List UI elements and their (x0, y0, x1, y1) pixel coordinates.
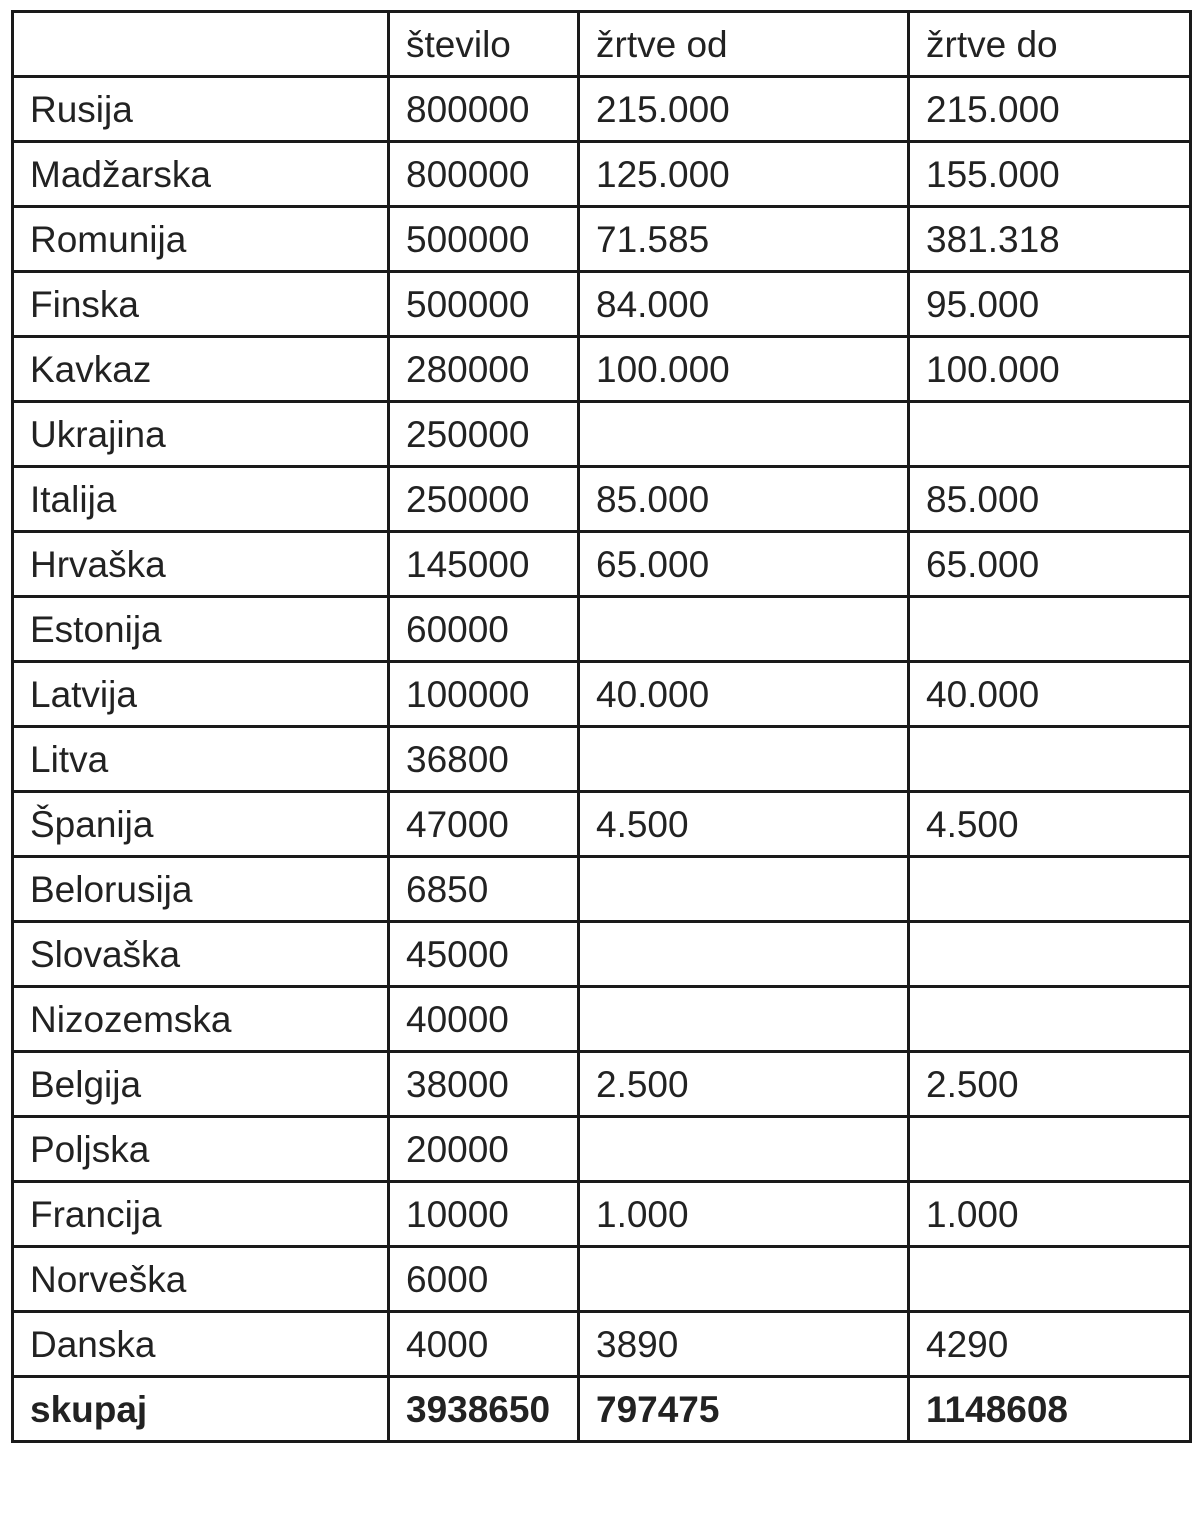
table-row (13, 467, 1191, 532)
count-cell: 38000 (389, 1052, 579, 1117)
table-row (13, 662, 1191, 727)
count-cell: 45000 (389, 922, 579, 987)
count-cell: 20000 (389, 1117, 579, 1182)
victims-from-cell (579, 987, 909, 1052)
victims-from-cell: 215.000 (579, 77, 909, 142)
country-cell: Danska (13, 1312, 389, 1377)
country-cell: Estonija (13, 597, 389, 662)
table-row (13, 1182, 1191, 1247)
count-cell: 36800 (389, 727, 579, 792)
victims-from-cell (579, 597, 909, 662)
victims-from-cell (579, 727, 909, 792)
country-cell: Belgija (13, 1052, 389, 1117)
table-row (13, 922, 1191, 987)
victims-to-cell: 4.500 (909, 792, 1191, 857)
country-cell: Slovaška (13, 922, 389, 987)
victims-from-cell: 1.000 (579, 1182, 909, 1247)
header-row (13, 12, 1191, 77)
count-cell: 60000 (389, 597, 579, 662)
country-cell: Finska (13, 272, 389, 337)
total-label-cell: skupaj (13, 1377, 389, 1442)
count-cell: 47000 (389, 792, 579, 857)
country-cell: Madžarska (13, 142, 389, 207)
victims-to-cell: 65.000 (909, 532, 1191, 597)
victims-to-cell (909, 987, 1191, 1052)
table-row (13, 597, 1191, 662)
victims-to-cell (909, 727, 1191, 792)
country-cell: Ukrajina (13, 402, 389, 467)
victims-to-cell: 40.000 (909, 662, 1191, 727)
table-row (13, 337, 1191, 402)
victims-from-cell (579, 857, 909, 922)
table-row (13, 207, 1191, 272)
victims-from-cell: 65.000 (579, 532, 909, 597)
count-cell: 500000 (389, 207, 579, 272)
table-row (13, 1247, 1191, 1312)
count-cell: 10000 (389, 1182, 579, 1247)
victims-to-cell (909, 597, 1191, 662)
country-cell: Poljska (13, 1117, 389, 1182)
country-cell: Litva (13, 727, 389, 792)
country-cell: Rusija (13, 77, 389, 142)
count-cell: 145000 (389, 532, 579, 597)
total-victims-from-cell: 797475 (579, 1377, 909, 1442)
country-cell: Francija (13, 1182, 389, 1247)
victims-from-cell (579, 1247, 909, 1312)
count-cell: 800000 (389, 77, 579, 142)
country-cell: Norveška (13, 1247, 389, 1312)
table-row (13, 272, 1191, 337)
victims-to-cell: 85.000 (909, 467, 1191, 532)
victims-to-cell (909, 1117, 1191, 1182)
country-cell: Belorusija (13, 857, 389, 922)
count-cell: 6850 (389, 857, 579, 922)
table-row (13, 792, 1191, 857)
victims-to-cell: 381.318 (909, 207, 1191, 272)
country-cell: Kavkaz (13, 337, 389, 402)
victims-to-cell (909, 857, 1191, 922)
victims-from-cell: 125.000 (579, 142, 909, 207)
table-row (13, 142, 1191, 207)
table-row (13, 857, 1191, 922)
count-cell: 4000 (389, 1312, 579, 1377)
header-cell-zrtve-do: žrtve do (909, 12, 1191, 77)
victims-to-cell (909, 402, 1191, 467)
count-cell: 100000 (389, 662, 579, 727)
table-row (13, 1312, 1191, 1377)
victims-to-cell: 2.500 (909, 1052, 1191, 1117)
victims-from-cell: 2.500 (579, 1052, 909, 1117)
victims-from-cell: 71.585 (579, 207, 909, 272)
table-row (13, 532, 1191, 597)
victims-to-cell: 155.000 (909, 142, 1191, 207)
header-cell-zrtve-od: žrtve od (579, 12, 909, 77)
victims-to-cell (909, 1247, 1191, 1312)
total-row (13, 1377, 1191, 1442)
data-table (11, 10, 1192, 1443)
victims-from-cell (579, 1117, 909, 1182)
table-row (13, 727, 1191, 792)
table-body (13, 12, 1191, 1442)
country-cell: Italija (13, 467, 389, 532)
country-cell: Španija (13, 792, 389, 857)
victims-to-cell: 4290 (909, 1312, 1191, 1377)
victims-from-cell (579, 922, 909, 987)
table-row (13, 77, 1191, 142)
count-cell: 250000 (389, 402, 579, 467)
total-victims-to-cell: 1148608 (909, 1377, 1191, 1442)
country-cell: Nizozemska (13, 987, 389, 1052)
country-cell: Hrvaška (13, 532, 389, 597)
table-row (13, 402, 1191, 467)
victims-from-cell: 4.500 (579, 792, 909, 857)
table-row (13, 1052, 1191, 1117)
count-cell: 6000 (389, 1247, 579, 1312)
count-cell: 250000 (389, 467, 579, 532)
table-row (13, 1117, 1191, 1182)
table-row (13, 987, 1191, 1052)
country-cell: Romunija (13, 207, 389, 272)
victims-from-cell: 100.000 (579, 337, 909, 402)
count-cell: 500000 (389, 272, 579, 337)
victims-from-cell: 84.000 (579, 272, 909, 337)
victims-to-cell: 95.000 (909, 272, 1191, 337)
count-cell: 280000 (389, 337, 579, 402)
total-count-cell: 3938650 (389, 1377, 579, 1442)
victims-from-cell: 85.000 (579, 467, 909, 532)
victims-from-cell (579, 402, 909, 467)
victims-to-cell: 1.000 (909, 1182, 1191, 1247)
country-cell: Latvija (13, 662, 389, 727)
victims-to-cell (909, 922, 1191, 987)
victims-to-cell: 215.000 (909, 77, 1191, 142)
count-cell: 800000 (389, 142, 579, 207)
victims-from-cell: 40.000 (579, 662, 909, 727)
header-cell-corner (13, 12, 389, 77)
header-cell-stevilo: število (389, 12, 579, 77)
victims-from-cell: 3890 (579, 1312, 909, 1377)
victims-to-cell: 100.000 (909, 337, 1191, 402)
count-cell: 40000 (389, 987, 579, 1052)
